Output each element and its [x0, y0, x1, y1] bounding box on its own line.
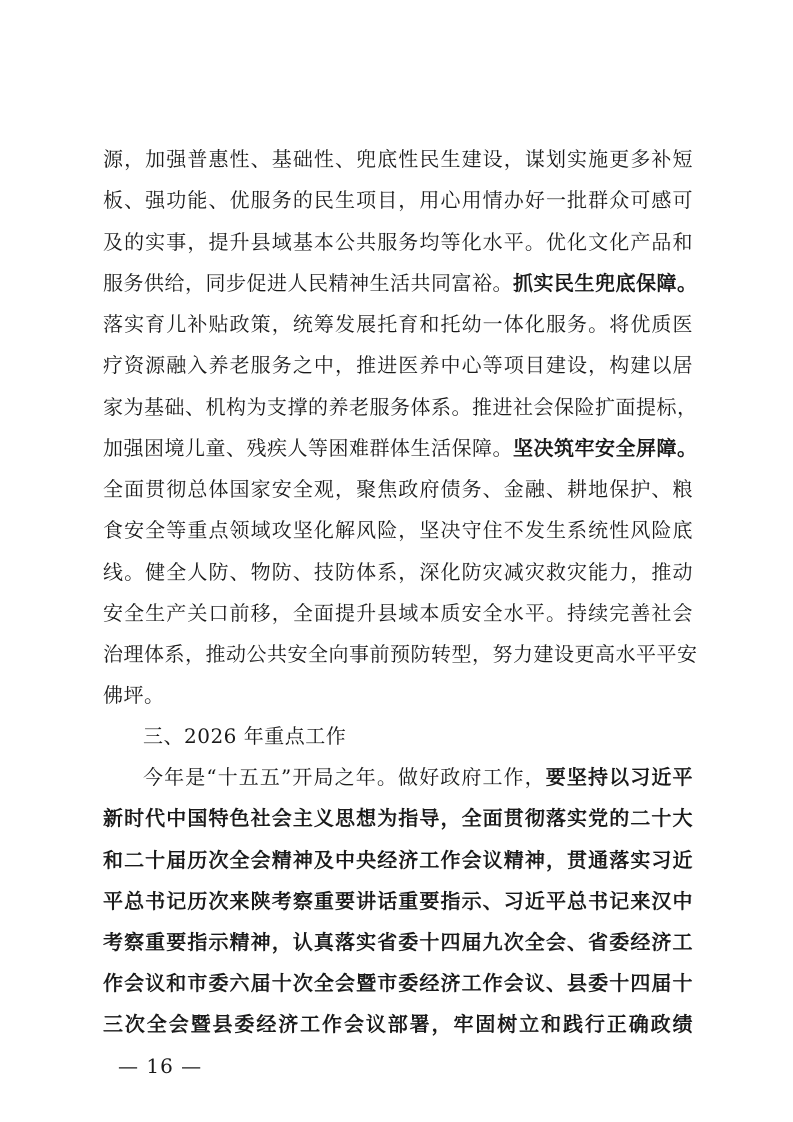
body-line-20 — [103, 923, 693, 961]
bold-text: 平总书记历次来陕考察重要讲话重要指示、习近平总书记来汉中 — [103, 889, 693, 913]
body-line-11 — [103, 553, 693, 591]
body-line-3 — [103, 223, 693, 261]
body-text: 家为基础、机构为支撑的养老服务体系。推进社会保险扩面提标， — [103, 395, 698, 419]
bold-text: 考察重要指示精神，认真落实省委十四届九次全会、省委经济工 — [103, 930, 693, 954]
body-text: 佛坪。 — [103, 683, 165, 707]
body-line-16 — [143, 758, 693, 796]
body-text: 食安全等重点领域攻坚化解风险，坚决守住不发生系统性风险底 — [103, 518, 693, 542]
bold-text: 三次全会暨县委经济工作会议部署，牢固树立和践行正确政绩 — [103, 1012, 693, 1036]
body-text: 加强困境儿童、残疾人等困难群体生活保障。 — [103, 436, 513, 460]
body-line-13 — [103, 635, 698, 673]
body-text: 落实育儿补贴政策，统筹发展托育和托幼一体化服务。将优质医 — [103, 312, 693, 336]
body-line-4 — [103, 264, 698, 302]
body-text: 源，加强普惠性、基础性、兜底性民生建设，谋划实施更多补短 — [103, 147, 693, 171]
body-text: 及的实事，提升县域基本公共服务均等化水平。优化文化产品和 — [103, 230, 693, 254]
page-number: — 16 — — [118, 1054, 203, 1078]
body-text: 全面贯彻总体国家安全观，聚焦政府债务、金融、耕地保护、粮 — [103, 477, 693, 501]
body-line-12 — [103, 594, 693, 632]
bold-text: 作会议和市委六届十次全会暨市委经济工作会议、县委十四届十 — [103, 971, 693, 995]
section-heading-text: 三、2026 年重点工作 — [143, 724, 347, 748]
body-line-2 — [103, 181, 693, 219]
body-text: 今年是“十五五”开局之年。做好政府工作， — [143, 765, 546, 789]
body-line-6 — [103, 346, 693, 384]
body-line-21 — [103, 964, 693, 1002]
body-line-17 — [103, 799, 693, 837]
body-text: 疗资源融入养老服务之中，推进医养中心等项目建设，构建以居 — [103, 353, 693, 377]
body-text: 安全生产关口前移，全面提升县域本质安全水平。持续完善社会 — [103, 601, 693, 625]
body-text: 服务供给，同步促进人民精神生活共同富裕。 — [103, 271, 513, 295]
body-line-8 — [103, 429, 698, 467]
bold-subheading: 坚决筑牢安全屏障。 — [513, 436, 698, 460]
body-line-7 — [103, 388, 698, 426]
bold-text: 新时代中国特色社会主义思想为指导，全面贯彻落实党的二十大 — [103, 806, 693, 830]
bold-subheading: 抓实民生兜底保障。 — [513, 271, 698, 295]
bold-text: 要坚持以习近平 — [545, 765, 693, 789]
body-line-9 — [103, 470, 693, 508]
body-text: 治理体系，推动公共安全向事前预防转型，努力建设更高水平平安 — [103, 642, 698, 666]
body-text: 线。健全人防、物防、技防体系，深化防灾减灾救灾能力，推动 — [103, 560, 693, 584]
body-line-22 — [103, 1005, 693, 1043]
body-line-1 — [103, 140, 693, 178]
body-line-18 — [103, 841, 693, 879]
bold-text: 和二十届历次全会精神及中央经济工作会议精神，贯通落实习近 — [103, 848, 693, 872]
body-line-10 — [103, 511, 693, 549]
section-heading — [143, 717, 693, 755]
body-line-19 — [103, 882, 693, 920]
body-text: 板、强功能、优服务的民生项目，用心用情办好一批群众可感可 — [103, 188, 693, 212]
body-line-14 — [103, 676, 693, 714]
body-line-5 — [103, 305, 693, 343]
